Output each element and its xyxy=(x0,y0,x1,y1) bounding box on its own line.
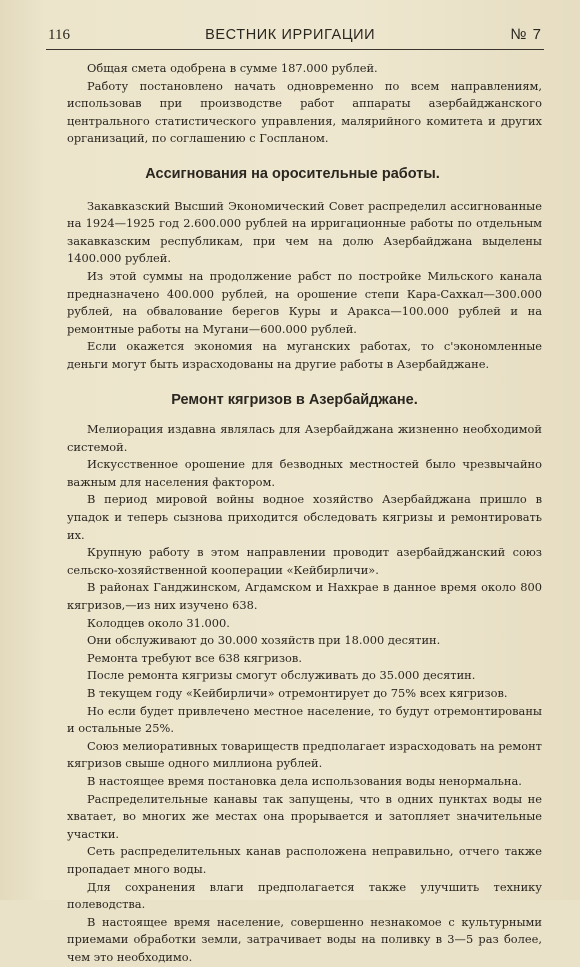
paragraph: В период мировой войны водное хозяйство Азербайджана пришло в упадок и теперь сызнова приходится обследовать кягризы и ремонтировать их. xyxy=(67,492,542,542)
paragraph: В текущем году «Кейбирличи» отремонтирует до 75% всех кягризов. xyxy=(87,686,508,700)
issue-number: № 7 xyxy=(510,26,542,43)
paragraph: В районах Ганджинском, Агдамском и Нахкрае в данное время около 800 кягризов,—из них изучено 638. xyxy=(67,580,542,613)
article-body xyxy=(67,60,542,967)
paragraph: Колодцев около 31.000. xyxy=(87,615,230,630)
paragraph: Ремонта требуют все 638 кягризов. xyxy=(87,650,302,665)
paragraph: В настоящее время постановка дела использования воды ненормальна. xyxy=(87,773,522,788)
section-heading-irrigation-funding: Ассигнования на оросительные работы. xyxy=(145,165,440,182)
paragraph: Искусственное орошение для безводных местностей было чрезвычайно важным для населения фактором. xyxy=(67,457,542,489)
paragraph: Союз мелиоративных товариществ предполагает израсходовать на ремонт кягризов свыше одного миллиона рублей. xyxy=(67,738,542,771)
header-rule xyxy=(46,49,544,50)
journal-title: ВЕСТНИК ИРРИГАЦИИ xyxy=(205,27,376,43)
paragraph: Если окажется экономия на муганских работах, то с'экономленные деньги могут быть израсходованы на другие работы в Азербайджане. xyxy=(67,339,542,371)
paragraph: Общая смета одобрена в сумме 187.000 рублей. xyxy=(87,61,378,75)
paragraph: Работу постановлено начать одновременно по всем направлениям, использовав при производстве работ аппараты азербайджанского центрального статистического управления, малярийного комитета и других организаций, по соглашению с Госпланом. xyxy=(67,78,542,146)
paragraph: Сеть распределительных канав расположена неправильно, отчего также пропадает много воды. xyxy=(67,844,542,876)
paragraph: Крупную работу в этом направлении проводит азербайджанский союз сельско-хозяйственной кооперации «Кейбирличи». xyxy=(67,545,542,577)
paragraph: Мелиорация издавна являлась для Азербайджана жизненно необходимой системой. xyxy=(67,422,542,454)
paragraph: Они обслуживают до 30.000 хозяйств при 18.000 десятин. xyxy=(87,633,441,648)
paragraph: Распределительные канавы так запущены, что в одних пунктах воды не хватает, во многих же местах она прорывается и затопляет значительные участки. xyxy=(67,791,542,841)
section-heading-kyagriz-repair: Ремонт кягризов в Азербайджане. xyxy=(171,391,418,408)
paragraph: После ремонта кягризы смогут обслуживать до 35.000 десятин. xyxy=(87,668,476,683)
paragraph: Закавказский Высший Экономический Совет распределил ассигнованные на 1924—1925 год 2.600.000 рублей на ирригационные работы по отдельным закавказским республикам, при чем на долю Азербайджана выделены 1400.000 рублей. xyxy=(67,198,542,266)
paragraph: Для сохранения влаги предполагается также улучшить технику полеводства. xyxy=(67,879,542,912)
page-number: 116 xyxy=(48,27,70,43)
paragraph: В настоящее время население, совершенно незнакомое с культурными приемами обработки земли, затрачивает воды на поливку в 3—5 раз более, чем это необходимо. xyxy=(67,914,542,964)
paragraph: Из этой суммы на продолжение рабст по постройке Мильского канала предназначено 400.000 рублей, на орошение степи Кара-Сахкал—300.000 рублей, на обвалование берегов Куры и Аракса—100.000 рублей и на ремонтные работы на Мугани—600.000 рублей. xyxy=(67,268,542,336)
paragraph: Но если будет привлечено местное население, то будут отремонтированы и остальные 25%. xyxy=(67,703,542,736)
page-header xyxy=(48,26,542,48)
